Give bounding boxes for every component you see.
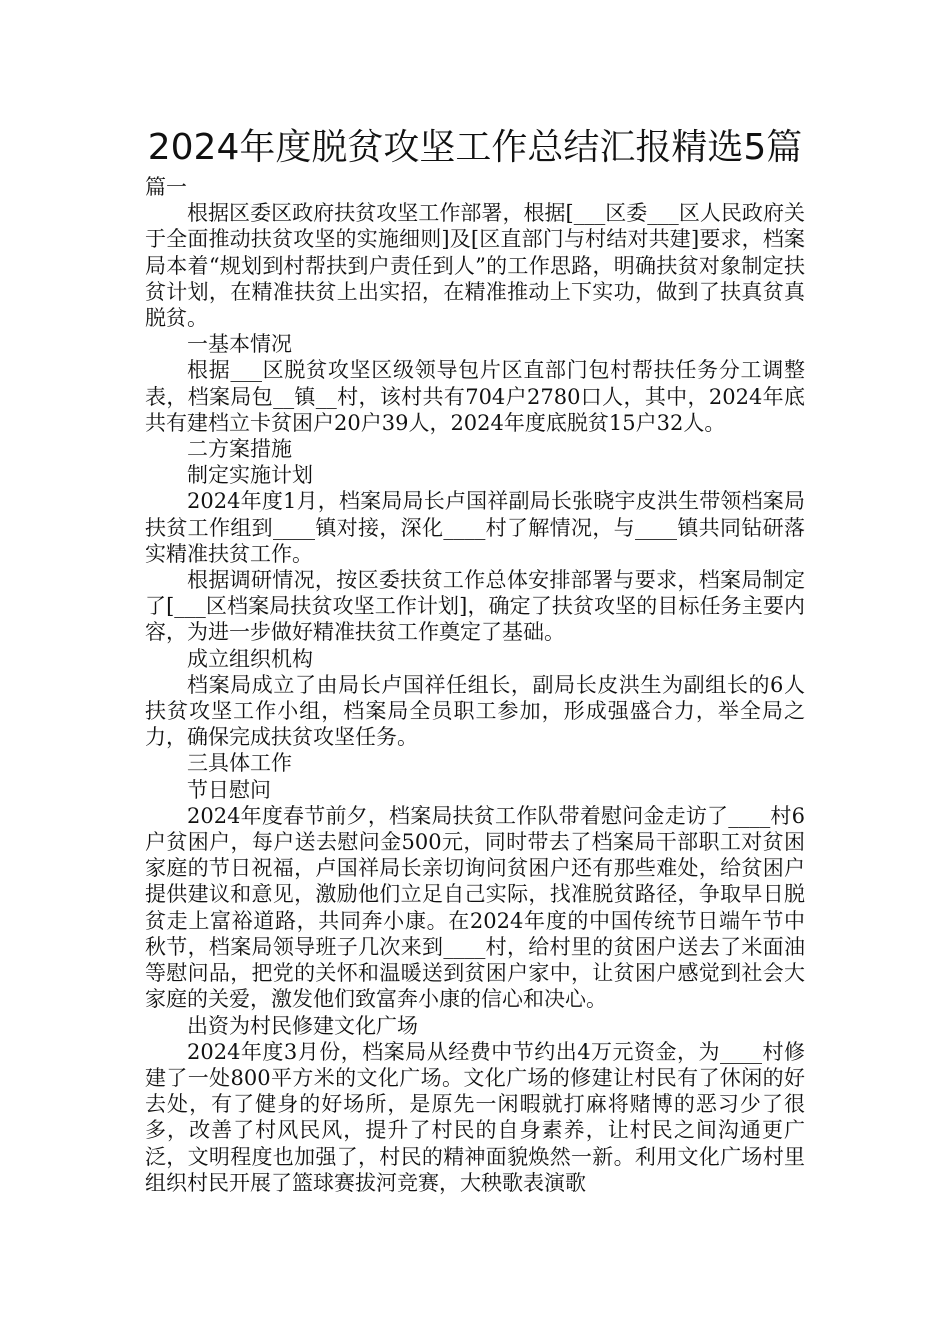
paragraph: 2024年度3月份，档案局从经费中节约出4万元资金，为____村修建了一处800平方米的文化广场。文化广场的修建让村民有了休闲的好去处，有了健身的好场所，是原先一闲暇就打麻将赌博的恶习少了很多，改善了村风民风，提升了村民的自身素养，让村民之间沟通更广泛，文明程度也加强了，村民的精神面貌焕然一新。利用文化广场村里组织村民开展了篮球赛拔河竞赛，大秧歌表演歌: [145, 1039, 805, 1195]
subheading: 二方案措施: [187, 437, 292, 462]
subheading: 一基本情况: [187, 332, 292, 357]
subheading: 节日慰问: [187, 777, 271, 802]
paragraph: 2024年度春节前夕，档案局扶贫工作队带着慰问金走访了____村6户贫困户，每户送去慰问金500元，同时带去了档案局干部职工对贫困家庭的节日祝福，卢国祥局长亲切询问贫困户还有那些难处，给贫困户提供建议和意见，激励他们立足自己实际，找准脱贫路径，争取早日脱贫走上富裕道路，共同奔小康。在2024年度的中国传统节日端午节中秋节，档案局领导班子几次来到____村，给村里的贫困户送去了米面油等慰问品，把党的关怀和温暖送到贫困户家中，让贫困户感觉到社会大家庭的关爱，激发他们致富奔小康的信心和决心。: [145, 803, 805, 1012]
subheading: 出资为村民修建文化广场: [187, 1013, 418, 1038]
paragraph: 根据调研情况，按区委扶贫工作总体安排部署与要求，档案局制定了[___区档案局扶贫攻坚工作计划]，确定了扶贫攻坚的目标任务主要内容，为进一步做好精准扶贫工作奠定了基础。: [145, 568, 805, 645]
content-blocks: [145, 200, 805, 1196]
subheading: 三具体工作: [187, 751, 292, 776]
document-page: [145, 126, 805, 1196]
paragraph: 2024年度1月，档案局局长卢国祥副局长张晓宇皮洪生带领档案局扶贫工作组到____镇对接，深化____村了解情况，与____镇共同钻研落实精准扶贫工作。: [145, 489, 805, 566]
paragraph: 档案局成立了由局长卢国祥任组长，副局长皮洪生为副组长的6人扶贫攻坚工作小组，档案局全员职工参加，形成强盛合力，举全局之力，确保完成扶贫攻坚任务。: [145, 672, 805, 750]
subheading: 制定实施计划: [187, 463, 313, 488]
section-label: 篇一: [145, 175, 187, 199]
document-title: 2024年度脱贫攻坚工作总结汇报精选5篇: [147, 127, 803, 168]
paragraph: 根据区委区政府扶贫攻坚工作部署，根据[___区委___区人民政府关于全面推动扶贫攻坚的实施细则]及[区直部门与村结对共建]要求，档案局本着“规划到村帮扶到户责任到人”的工作思路，明确扶贫对象制定扶贫计划，在精准扶贫上出实招，在精准推动上下实功，做到了扶真贫真脱贫。: [145, 201, 805, 331]
paragraph: 根据___区脱贫攻坚区级领导包片区直部门包村帮扶任务分工调整表，档案局包__镇__村，该村共有704户2780口人，其中，2024年底共有建档立卡贫困户20户39人，2024年度底脱贫15户32人。: [145, 358, 805, 435]
document-body: [145, 174, 805, 1196]
subheading: 成立组织机构: [187, 646, 313, 671]
